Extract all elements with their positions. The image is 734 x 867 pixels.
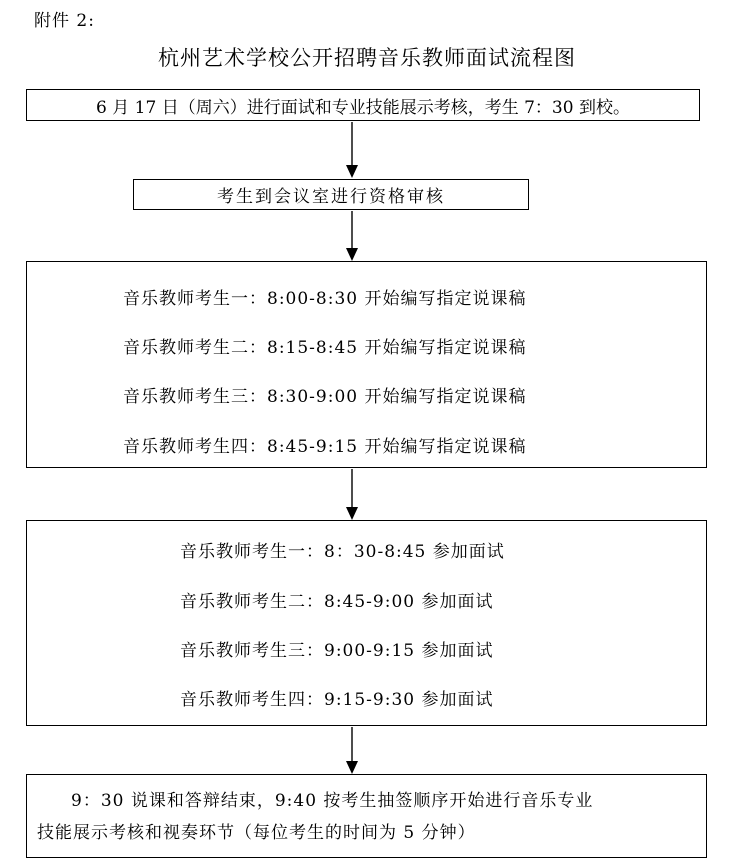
page-title: 杭州艺术学校公开招聘音乐教师面试流程图 bbox=[158, 46, 576, 70]
flow-arrow-1 bbox=[345, 122, 359, 178]
draft-schedule-candidate-1: 音乐教师考生一：8:00-8:30 开始编写指定说课稿 bbox=[123, 289, 527, 309]
flow-step-skills-assessment bbox=[26, 774, 707, 858]
interview-schedule-candidate-4: 音乐教师考生四：9:15-9:30 参加面试 bbox=[180, 690, 494, 710]
interview-schedule-candidate-1: 音乐教师考生一：8：30-8:45 参加面试 bbox=[180, 542, 505, 562]
skills-assessment-line-2: 技能展示考核和视奏环节（每位考生的时间为 5 分钟） bbox=[37, 823, 476, 843]
flow-step-date-text: 6 月 17 日（周六）进行面试和专业技能展示考核，考生 7：30 到校。 bbox=[96, 97, 630, 118]
interview-schedule-candidate-2: 音乐教师考生二：8:45-9:00 参加面试 bbox=[180, 592, 494, 612]
flow-step-interview bbox=[26, 520, 707, 726]
flow-arrow-3 bbox=[345, 469, 359, 520]
flow-step-draft-writing bbox=[26, 261, 707, 468]
draft-schedule-candidate-2: 音乐教师考生二：8:15-8:45 开始编写指定说课稿 bbox=[123, 338, 527, 358]
interview-schedule-candidate-3: 音乐教师考生三：9:00-9:15 参加面试 bbox=[180, 641, 494, 661]
skills-assessment-line-1: 9：30 说课和答辩结束，9:40 按考生抽签顺序开始进行音乐专业 bbox=[71, 791, 594, 811]
flow-arrow-4 bbox=[345, 727, 359, 774]
draft-schedule-candidate-3: 音乐教师考生三：8:30-9:00 开始编写指定说课稿 bbox=[123, 387, 527, 407]
flow-step-qualification-text: 考生到会议室进行资格审核 bbox=[217, 187, 445, 207]
flow-arrow-2 bbox=[345, 211, 359, 261]
draft-schedule-candidate-4: 音乐教师考生四：8:45-9:15 开始编写指定说课稿 bbox=[123, 437, 527, 457]
flow-step-date-notice bbox=[26, 89, 700, 121]
flow-step-qualification bbox=[133, 179, 529, 210]
attachment-label: 附件 2: bbox=[34, 11, 95, 31]
